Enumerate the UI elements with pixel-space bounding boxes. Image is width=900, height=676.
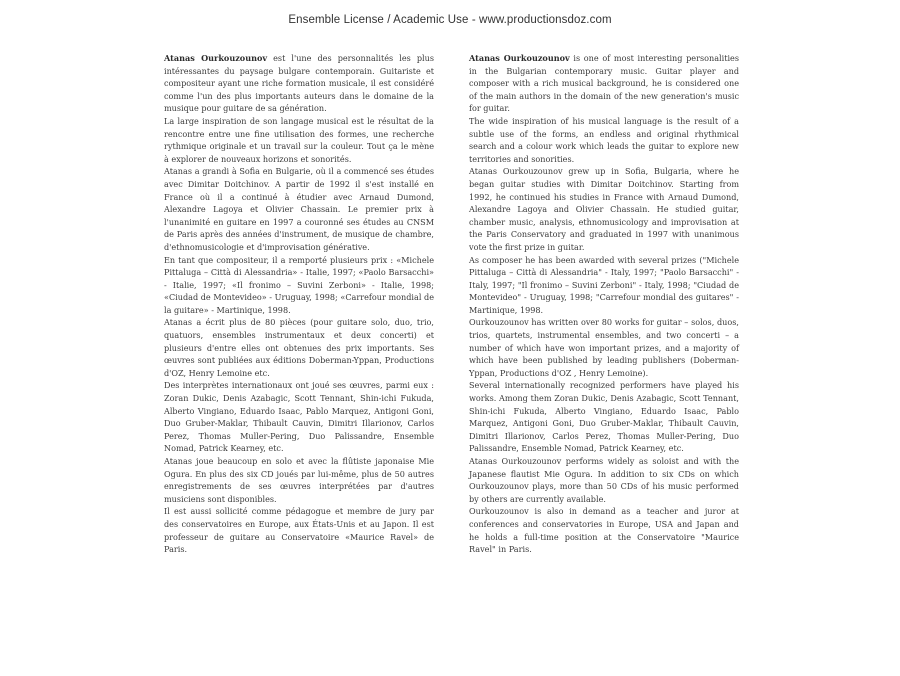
english-biography-column (469, 52, 739, 556)
french-paragraph-6: Des interprètes internationaux ont joué ses œuvres, parmi eux : Zoran Dukic, Denis Azabagic, Scott Tennant, Shin-ichi Fukuda, Alberto Vingiano, Eduardo Isaac, Pablo Marquez, Antigoni Goni, Duo Gruber-Maklar, Thibault Cauvin, Dimitri Illarionov, Carlos Perez, Thomas Muller-Pering, Duo Palissandre, Ensemble Nomad, Patrick Kearney, etc. (164, 380, 434, 454)
english-paragraph-1-text: is one of most interesting personalities in the Bulgarian contemporary music. Guitar player and composer with a rich musical background, he is considered one of the main authors in the domain of the new generation's music for guitar. (469, 53, 739, 114)
french-biography-column (164, 52, 434, 556)
french-paragraph-4: En tant que compositeur, il a remporté plusieurs prix : «Michele Pittaluga – Città di Alessandria» - Italie, 1997; «Paolo Barsacchi» - Italie, 1997; «Il fronimo – Suvini Zerboni» - Italie, 1998; «Ciudad de Montevideo» - Uruguay, 1998; «Carrefour mondial de la guitare» - Martinique, 1998. (164, 254, 434, 315)
french-paragraph-8: Il est aussi sollicité comme pédagogue et membre de jury par des conservatoires en Europe, aux États-Unis et au Japon. Il est professeur de guitare au Conservatoire «Maurice Ravel» de Paris. (164, 506, 434, 555)
english-paragraph-8: Ourkouzounov is also in demand as a teacher and juror at conferences and conservatories in Europe, USA and Japan and he holds a full-time position at the Conservatoire "Maurice Ravel" in Paris. (469, 506, 739, 555)
french-paragraph-5: Atanas a écrit plus de 80 pièces (pour guitare solo, duo, trio, quatuors, ensembles instrumentaux et deux concerti) et plusieurs d'entre elles ont obtenues des prix importants. Ses œuvres sont publiées aux éditions Doberman-Yppan, Productions d'OZ, Henry Lemoine etc. (164, 317, 434, 378)
english-paragraph-7: Atanas Ourkouzounov performs widely as soloist and with the Japanese flautist Mie Ogura. In addition to six CDs on which Ourkouzounov plays, more than 50 CDs of his music performed by others are currently available. (469, 456, 739, 504)
english-paragraph-3: Atanas Ourkouzounov grew up in Sofia, Bulgaria, where he began guitar studies with Dimitar Doitchinov. Starting from 1992, he continued his studies in France with Arnaud Dumond, Alexandre Lagoya and Olivier Chassain. He studied guitar, chamber music, analysis, ethnomusicology and improvisation at the Paris Conservatory and graduated in 1997 with unanimous vote the first prize in guitar. (469, 166, 739, 252)
french-paragraph-1-text: est l'une des personnalités les plus intéressantes du paysage bulgare contemporain. Guitariste et compositeur ayant une riche formation musicale, il est considéré comme l'un des plus importants auteurs dans le domaine de la musique pour guitare de sa génération. (164, 53, 434, 114)
french-paragraph-7: Atanas joue beaucoup en solo et avec la flûtiste japonaise Mie Ogura. En plus des six CD joués par lui-même, plus de 50 autres enregistrements de ses œuvres interprétées par d'autres musiciens sont disponibles. (164, 456, 434, 504)
french-paragraph-1 (164, 52, 434, 115)
english-paragraph-1 (469, 52, 739, 115)
french-paragraph-2: La large inspiration de son langage musical est le résultat de la rencontre entre une fine utilisation des formes, une recherche rythmique originale et un travail sur la couleur. Tout ça le mène à explorer de nouveaux horizons et sonorités. (164, 115, 434, 164)
english-paragraph-5: Ourkouzounov has written over 80 works for guitar – solos, duos, trios, quartets, instrumental ensembles, and two concerti – a number of which have won important prizes, and a majority of which have been published by leading publishers (Doberman-Yppan, Productions d'OZ , Henry Lemoine). (469, 317, 739, 378)
english-paragraph-4: As composer he has been awarded with several prizes ("Michele Pittaluga – Città di Alessandria" - Italy, 1997; "Paolo Barsacchi" - Italy, 1997; "Il fronimo – Suvini Zerboni" - Italy, 1998; "Ciudad de Montevideo" - Uruguay, 1998; "Carrefour mondial des guitares" - Martinique, 1998. (469, 254, 739, 315)
english-paragraph-6: Several internationally recognized performers have played his works. Among them Zoran Dukic, Denis Azabagic, Scott Tennant, Shin-ichi Fukuda, Alberto Vingiano, Eduardo Isaac, Pablo Marquez, Antigoni Goni, Duo Gruber-Maklar, Thibault Cauvin, Dimitri Illarionov, Carlos Perez, Thomas Muller-Pering, Duo Palissandre, Ensemble Nomad, Patrick Kearney, etc. (469, 380, 739, 454)
french-lead-name: Atanas Ourkouzounov (164, 53, 268, 63)
french-paragraph-3: Atanas a grandi à Sofia en Bulgarie, où il a commencé ses études avec Dimitar Doitchinov. A partir de 1992 il s'est installé en France où il a continué à étudier avec Arnaud Dumond, Alexandre Lagoya et Olivier Chassain. Le premier prix à l'unanimité en guitare en 1997 a couronné ses études au CNSM de Paris après des années d'instrument, de musique de chambre, d'ethnomusicologie et d'improvisation générative. (164, 166, 434, 252)
english-paragraph-2: The wide inspiration of his musical language is the result of a subtle use of the forms, an endless and original rhythmical search and a colour work which leads the guitar to explore new territories and sonorities. (469, 115, 739, 164)
english-lead-name: Atanas Ourkouzounov (469, 53, 570, 63)
page-header: Ensemble License / Academic Use - www.productionsdoz.com (288, 14, 612, 26)
